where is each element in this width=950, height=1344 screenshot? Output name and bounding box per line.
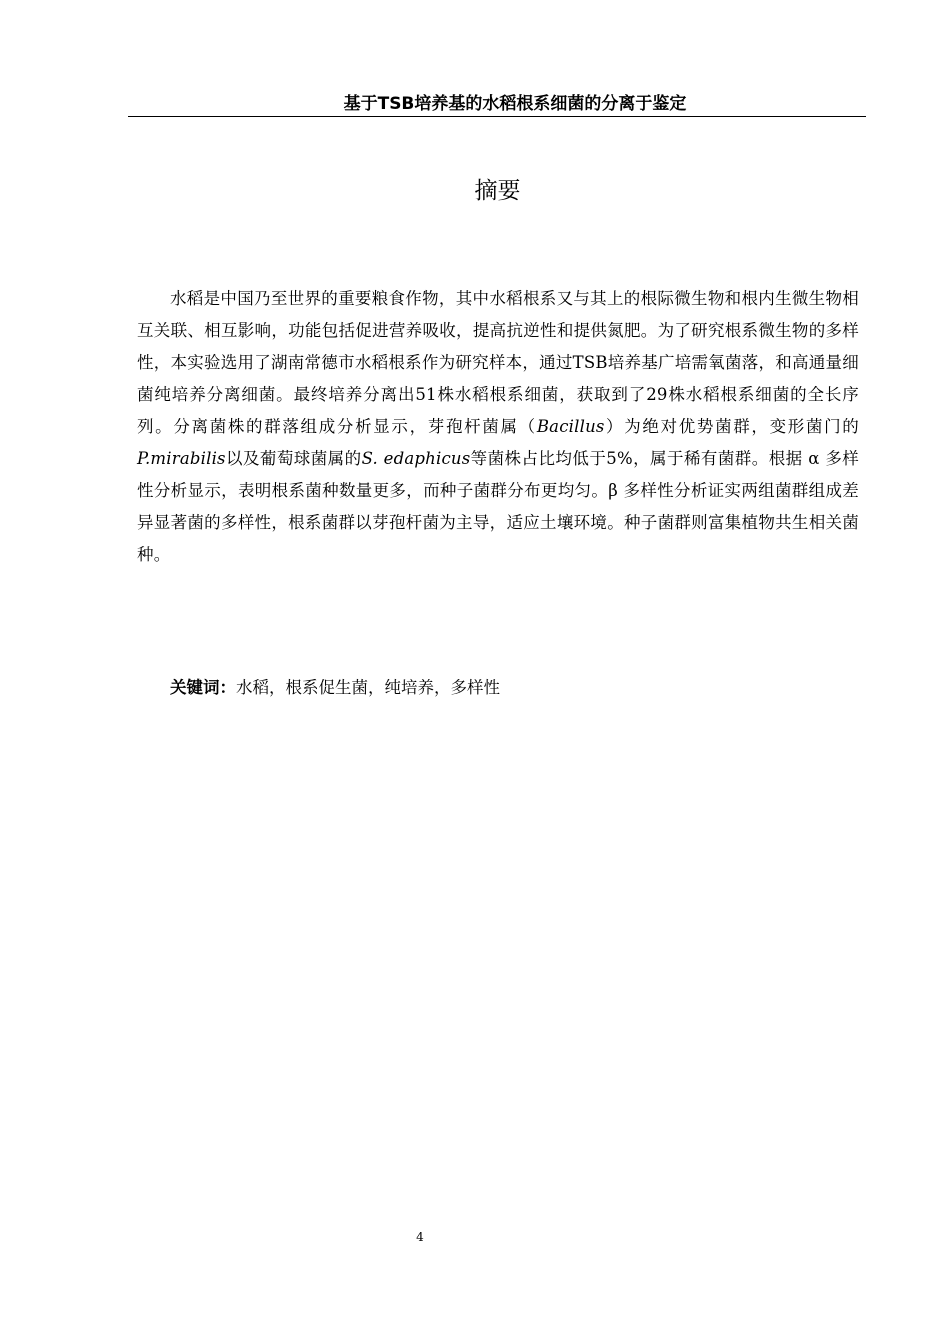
page-number: 4	[416, 1230, 424, 1244]
keywords-label: 关键词：	[170, 678, 236, 697]
abstract-genus-name: Bacillus	[536, 417, 605, 436]
header-divider	[128, 116, 866, 117]
abstract-text-4: 等菌株占比均低于5%，属于稀有菌群。根据 α 多样性分析显示，表明根系菌种数量更多，而种子菌群分布更均匀。β 多样性分析证实两组菌群组成差异显著菌的多样性，根系菌群以芽孢杆菌为主导，适应土壤环境。种子菌群则富集植物共生相关菌种。	[137, 449, 859, 564]
abstract-species-2: S. edaphicus	[361, 449, 471, 468]
page-title: 摘要	[474, 178, 521, 204]
abstract-text-1: 水稻是中国乃至世界的重要粮食作物，其中水稻根系又与其上的根际微生物和根内生微生物相互关联、相互影响，功能包括促进营养吸收，提高抗逆性和提供氮肥。为了研究根系微生物的多样性，本实验选用了湖南常德市水稻根系作为研究样本，通过TSB培养基广培需氧菌落，和高通量细菌纯培养分离细菌。最终培养分离出51株水稻根系细菌，获取到了29株水稻根系细菌的全长序列。分离菌株的群落组成分析显示，芽孢杆菌属（	[137, 289, 859, 436]
keywords-value: 水稻，根系促生菌，纯培养，多样性	[236, 678, 500, 697]
abstract-text-3: 以及葡萄球菌属的	[225, 449, 362, 468]
running-header-title: 基于TSB培养基的水稻根系细菌的分离于鉴定	[343, 94, 687, 114]
abstract-paragraph	[137, 283, 859, 571]
abstract-species-1: P.mirabilis	[137, 449, 226, 468]
keywords-line	[170, 673, 500, 703]
abstract-text-2: ）为绝对优势菌群，变形菌门的	[604, 417, 859, 436]
